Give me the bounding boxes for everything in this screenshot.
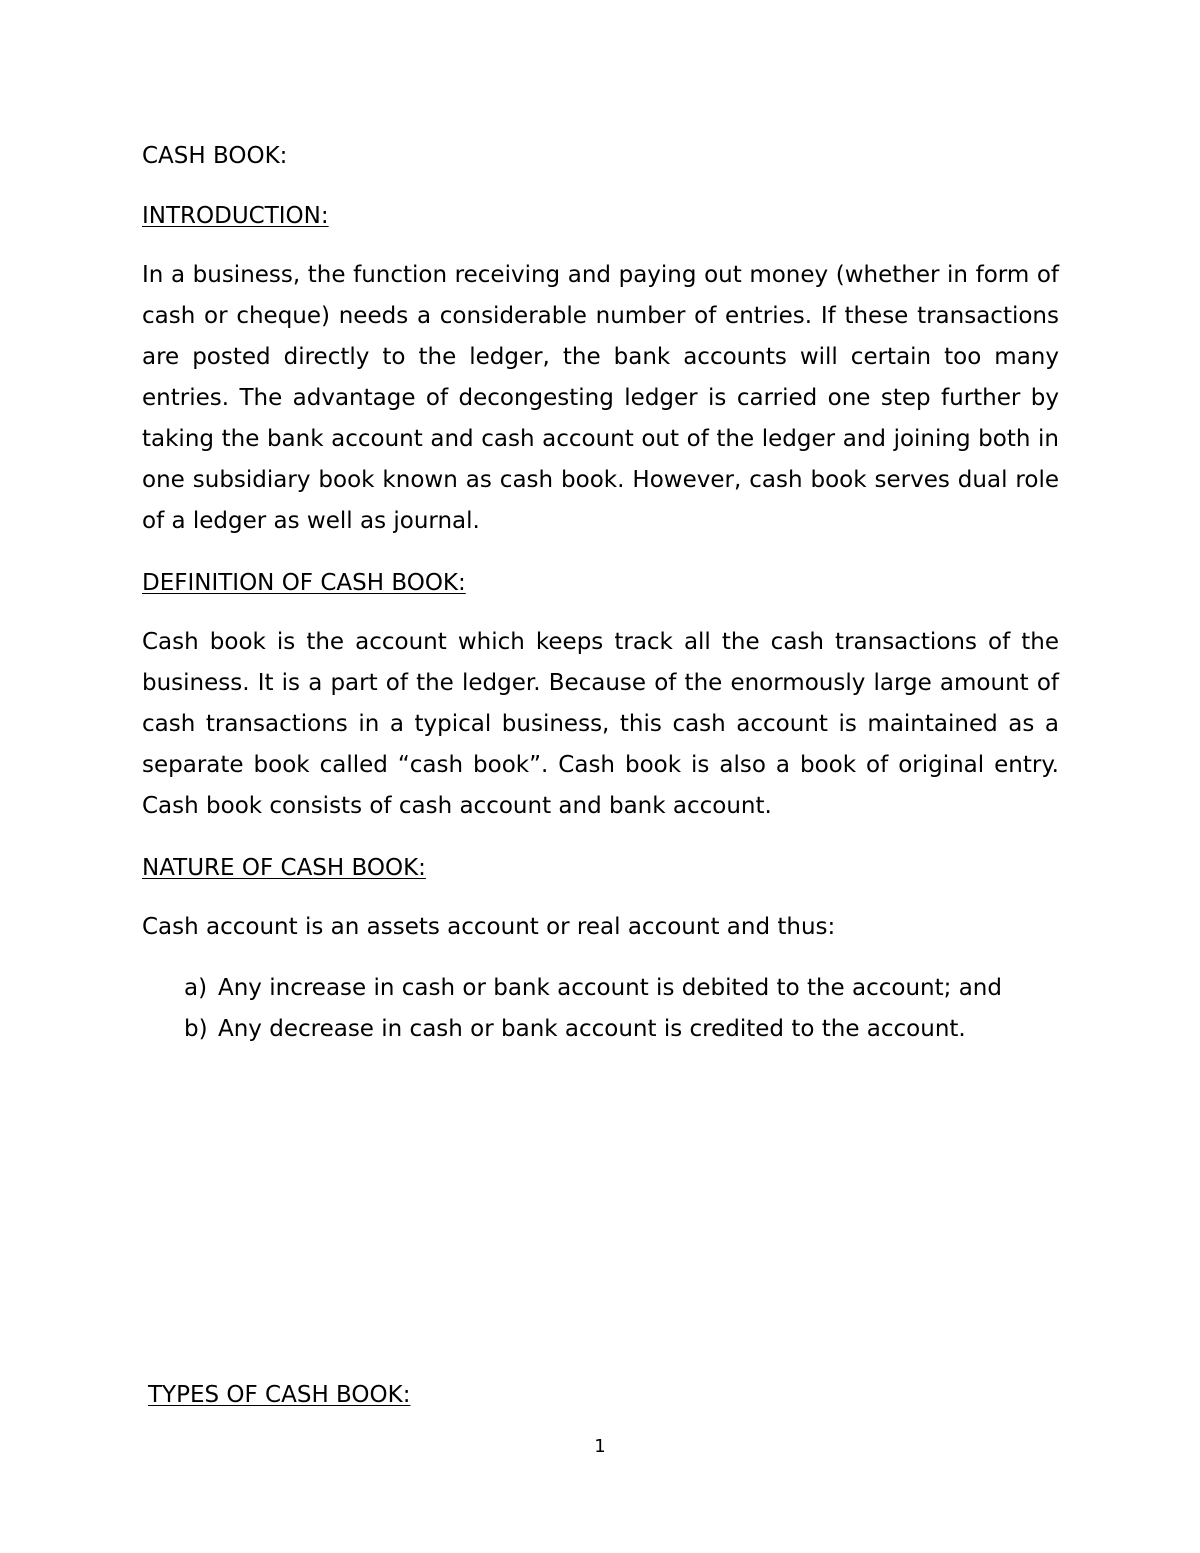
list-item-text: Any decrease in cash or bank account is credited to the account. <box>218 1016 966 1042</box>
list-item <box>184 1009 1064 1050</box>
introduction-heading: INTRODUCTION: <box>142 203 329 229</box>
introduction-paragraph: In a business, the function receiving and paying out money (whether in form of cash or cheque) needs a considerable number of entries. If these transactions are posted directly to the ledger, the bank accounts will certain too many entries. The advantage of decongesting ledger is carried one step further by taking the bank account and cash account out of the ledger and joining both in one subsidiary book known as cash book. However, cash book serves dual role of a ledger as well as journal. <box>142 262 1059 534</box>
list-marker: a) <box>184 975 208 1001</box>
document-title: CASH BOOK: <box>142 143 288 169</box>
page-number: 1 <box>594 1436 606 1457</box>
list-marker: b) <box>184 1016 208 1042</box>
nature-heading: NATURE OF CASH BOOK: <box>142 855 426 881</box>
nature-list <box>184 968 1064 1050</box>
nature-paragraph: Cash account is an assets account or real account and thus: <box>142 914 836 940</box>
definition-heading: DEFINITION OF CASH BOOK: <box>142 570 466 596</box>
types-heading: TYPES OF CASH BOOK: <box>148 1382 411 1408</box>
list-item-text: Any increase in cash or bank account is debited to the account; and <box>218 975 1002 1001</box>
list-item <box>184 968 1064 1009</box>
definition-paragraph: Cash book is the account which keeps track all the cash transactions of the business. It is a part of the ledger. Because of the enormously large amount of cash transactions in a typical business, this cash account is maintained as a separate book called “cash book”. Cash book is also a book of original entry. Cash book consists of cash account and bank account. <box>142 629 1059 819</box>
